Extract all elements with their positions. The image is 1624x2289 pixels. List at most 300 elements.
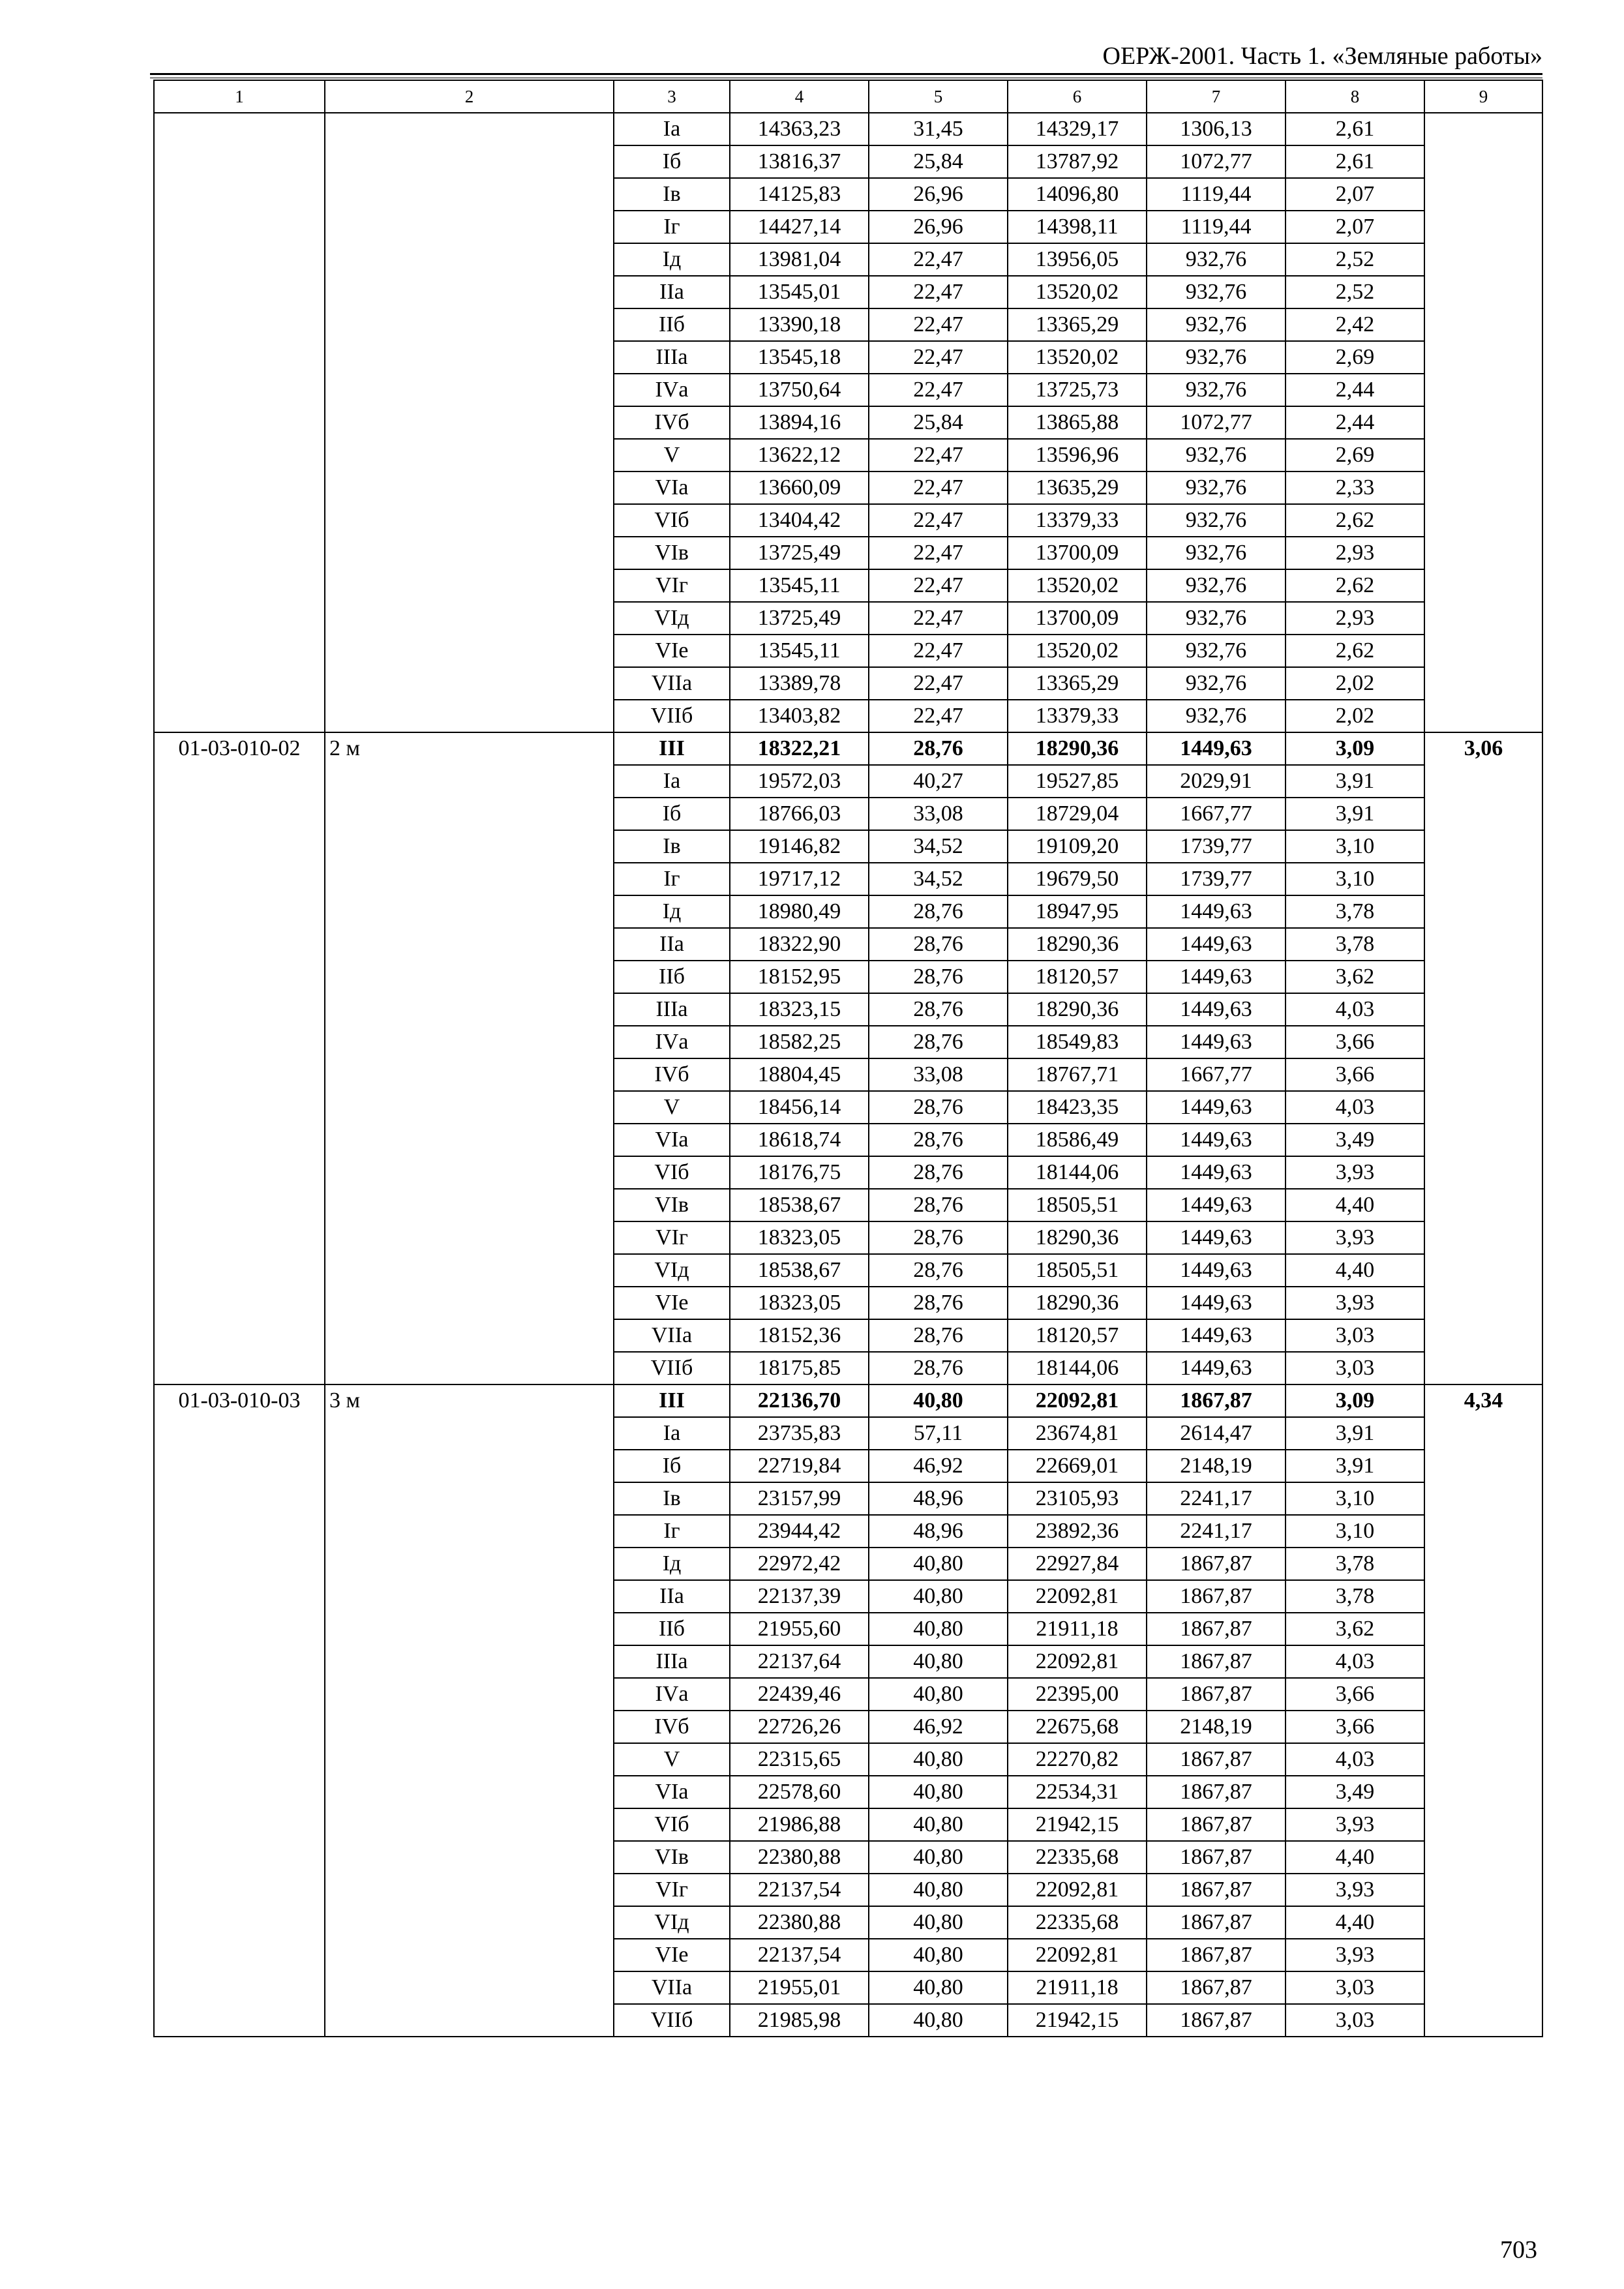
value-cell: 33,08 (869, 1058, 1008, 1091)
value-cell: 13635,29 (1008, 471, 1147, 504)
value-cell: 1867,87 (1147, 1841, 1286, 1874)
value-cell: 13379,33 (1008, 504, 1147, 537)
value-cell: 1867,87 (1147, 1743, 1286, 1776)
value-cell: 18290,36 (1008, 732, 1147, 765)
soil-group-cell: III (614, 1384, 730, 1417)
value-cell: 22092,81 (1008, 1874, 1147, 1906)
value-cell: 14398,11 (1008, 211, 1147, 243)
table-row (154, 1384, 1542, 1417)
value-cell: 13520,02 (1008, 341, 1147, 374)
value-cell: 22439,46 (730, 1678, 869, 1711)
value-cell: 22092,81 (1008, 1384, 1147, 1417)
value-cell: 28,76 (869, 1156, 1008, 1189)
value-cell: 13545,11 (730, 569, 869, 602)
value-cell: 33,08 (869, 798, 1008, 830)
value-cell: 1119,44 (1147, 211, 1286, 243)
column-number: 1 (154, 80, 325, 113)
value-cell: 31,45 (869, 113, 1008, 145)
value-cell: 1449,63 (1147, 1287, 1286, 1319)
value-cell: 1739,77 (1147, 830, 1286, 863)
value-cell: 1867,87 (1147, 1580, 1286, 1613)
value-cell: 40,27 (869, 765, 1008, 798)
value-cell: 22,47 (869, 243, 1008, 276)
soil-group-cell: VIа (614, 1776, 730, 1808)
value-cell: 4,03 (1286, 1743, 1424, 1776)
value-cell: 2241,17 (1147, 1515, 1286, 1548)
value-cell: 23735,83 (730, 1417, 869, 1450)
value-cell: 18290,36 (1008, 993, 1147, 1026)
value-cell: 1867,87 (1147, 1776, 1286, 1808)
value-cell: 13750,64 (730, 374, 869, 406)
value-cell: 932,76 (1147, 700, 1286, 732)
soil-group-cell: V (614, 1091, 730, 1124)
value-cell: 13545,01 (730, 276, 869, 308)
value-cell: 22,47 (869, 471, 1008, 504)
value-cell: 1449,63 (1147, 1319, 1286, 1352)
value-cell: 2,33 (1286, 471, 1424, 504)
soil-group-cell: VIг (614, 1221, 730, 1254)
soil-group-cell: V (614, 439, 730, 471)
value-cell: 18290,36 (1008, 1287, 1147, 1319)
value-cell: 28,76 (869, 961, 1008, 993)
value-cell: 18152,95 (730, 961, 869, 993)
value-cell: 18538,67 (730, 1189, 869, 1221)
value-cell: 2,52 (1286, 276, 1424, 308)
value-cell: 2,07 (1286, 211, 1424, 243)
value-cell: 1667,77 (1147, 798, 1286, 830)
value-cell: 2,69 (1286, 341, 1424, 374)
value-cell: 22395,00 (1008, 1678, 1147, 1711)
row-code-cell (154, 113, 325, 732)
column-number: 8 (1286, 80, 1424, 113)
soil-group-cell: VIд (614, 1906, 730, 1939)
column-number: 4 (730, 80, 869, 113)
value-cell: 18290,36 (1008, 928, 1147, 961)
value-cell: 1449,63 (1147, 1156, 1286, 1189)
value-cell: 18175,85 (730, 1352, 869, 1384)
value-cell: 22092,81 (1008, 1580, 1147, 1613)
value-cell: 14427,14 (730, 211, 869, 243)
soil-group-cell: Iб (614, 1450, 730, 1482)
value-cell: 3,09 (1286, 1384, 1424, 1417)
value-cell: 18120,57 (1008, 1319, 1147, 1352)
value-cell: 21955,60 (730, 1613, 869, 1645)
value-cell: 3,66 (1286, 1058, 1424, 1091)
value-cell: 28,76 (869, 1124, 1008, 1156)
value-cell: 13787,92 (1008, 145, 1147, 178)
soil-group-cell: VIг (614, 1874, 730, 1906)
value-cell: 23944,42 (730, 1515, 869, 1548)
soil-group-cell: Iв (614, 830, 730, 863)
value-cell: 28,76 (869, 993, 1008, 1026)
soil-group-cell: Iа (614, 1417, 730, 1450)
value-cell: 1867,87 (1147, 1645, 1286, 1678)
value-cell: 1449,63 (1147, 895, 1286, 928)
value-cell: 18947,95 (1008, 895, 1147, 928)
soil-group-cell: IVа (614, 374, 730, 406)
soil-group-cell: Iв (614, 178, 730, 211)
value-cell: 22669,01 (1008, 1450, 1147, 1482)
value-cell: 3,03 (1286, 1319, 1424, 1352)
value-cell: 3,91 (1286, 1417, 1424, 1450)
soil-group-cell: VIг (614, 569, 730, 602)
header-rule-thick (150, 73, 1542, 75)
value-cell: 40,80 (869, 1808, 1008, 1841)
column-number: 6 (1008, 80, 1147, 113)
value-cell: 40,80 (869, 1548, 1008, 1580)
value-cell: 18323,15 (730, 993, 869, 1026)
soil-group-cell: VIв (614, 1841, 730, 1874)
soil-group-cell: VIIб (614, 2004, 730, 2037)
value-cell: 4,40 (1286, 1841, 1424, 1874)
value-cell: 932,76 (1147, 308, 1286, 341)
value-cell: 28,76 (869, 1026, 1008, 1058)
value-cell: 40,80 (869, 1645, 1008, 1678)
page-header (150, 38, 1542, 77)
soil-group-cell: Iа (614, 113, 730, 145)
value-cell: 13379,33 (1008, 700, 1147, 732)
value-cell: 2148,19 (1147, 1711, 1286, 1743)
soil-group-cell: Iг (614, 1515, 730, 1548)
value-cell: 22,47 (869, 635, 1008, 667)
value-cell: 22380,88 (730, 1906, 869, 1939)
soil-group-cell: VIIа (614, 1971, 730, 2004)
value-cell: 932,76 (1147, 602, 1286, 635)
value-cell: 932,76 (1147, 537, 1286, 569)
value-cell: 34,52 (869, 863, 1008, 895)
value-cell: 3,93 (1286, 1287, 1424, 1319)
value-cell: 1449,63 (1147, 1124, 1286, 1156)
value-cell: 2,61 (1286, 113, 1424, 145)
value-cell: 22726,26 (730, 1711, 869, 1743)
soil-group-cell: Iб (614, 145, 730, 178)
value-cell: 28,76 (869, 1189, 1008, 1221)
value-cell: 18152,36 (730, 1319, 869, 1352)
value-cell: 13520,02 (1008, 569, 1147, 602)
value-cell: 3,66 (1286, 1678, 1424, 1711)
value-cell: 13404,42 (730, 504, 869, 537)
value-cell: 13365,29 (1008, 308, 1147, 341)
value-cell: 13520,02 (1008, 276, 1147, 308)
value-cell: 1867,87 (1147, 1678, 1286, 1711)
value-cell: 3,93 (1286, 1156, 1424, 1189)
soil-group-cell: VIе (614, 1939, 730, 1971)
soil-group-cell: V (614, 1743, 730, 1776)
soil-group-cell: IIIа (614, 993, 730, 1026)
value-cell: 25,84 (869, 145, 1008, 178)
soil-group-cell: VIб (614, 1156, 730, 1189)
soil-group-cell: Iг (614, 863, 730, 895)
value-cell: 3,10 (1286, 830, 1424, 863)
value-cell: 2,69 (1286, 439, 1424, 471)
value-cell: 13389,78 (730, 667, 869, 700)
value-cell: 18505,51 (1008, 1254, 1147, 1287)
value-cell: 3,91 (1286, 1450, 1424, 1482)
value-cell: 18176,75 (730, 1156, 869, 1189)
soil-group-cell: VIб (614, 504, 730, 537)
value-cell: 48,96 (869, 1482, 1008, 1515)
value-cell: 3,10 (1286, 1515, 1424, 1548)
value-cell: 932,76 (1147, 471, 1286, 504)
soil-group-cell: Iд (614, 895, 730, 928)
value-cell: 19717,12 (730, 863, 869, 895)
soil-group-cell: VIа (614, 471, 730, 504)
value-cell: 18980,49 (730, 895, 869, 928)
value-cell: 22927,84 (1008, 1548, 1147, 1580)
value-cell: 22092,81 (1008, 1939, 1147, 1971)
value-cell: 2148,19 (1147, 1450, 1286, 1482)
value-cell: 4,03 (1286, 1645, 1424, 1678)
value-cell: 22719,84 (730, 1450, 869, 1482)
value-cell: 22675,68 (1008, 1711, 1147, 1743)
value-cell: 40,80 (869, 1743, 1008, 1776)
value-cell: 932,76 (1147, 276, 1286, 308)
soil-group-cell: Iд (614, 243, 730, 276)
value-cell: 1739,77 (1147, 863, 1286, 895)
value-cell: 2241,17 (1147, 1482, 1286, 1515)
value-cell: 1449,63 (1147, 961, 1286, 993)
column-number: 5 (869, 80, 1008, 113)
value-cell: 932,76 (1147, 504, 1286, 537)
soil-group-cell: IVа (614, 1026, 730, 1058)
value-cell: 22,47 (869, 537, 1008, 569)
value-cell: 28,76 (869, 1091, 1008, 1124)
soil-group-cell: VIе (614, 1287, 730, 1319)
soil-group-cell: Iв (614, 1482, 730, 1515)
row-name-cell: 2 м (325, 732, 614, 1384)
value-cell: 13700,09 (1008, 602, 1147, 635)
soil-group-cell: IVб (614, 406, 730, 439)
value-cell: 2,93 (1286, 602, 1424, 635)
value-cell: 18538,67 (730, 1254, 869, 1287)
value-cell: 2,07 (1286, 178, 1424, 211)
value-cell: 18322,21 (730, 732, 869, 765)
value-cell: 932,76 (1147, 667, 1286, 700)
value-cell: 3,49 (1286, 1776, 1424, 1808)
value-cell: 3,91 (1286, 765, 1424, 798)
row-name-cell: 3 м (325, 1384, 614, 2037)
soil-group-cell: VIIа (614, 667, 730, 700)
value-cell: 3,03 (1286, 2004, 1424, 2037)
value-cell: 1449,63 (1147, 1254, 1286, 1287)
value-cell: 21955,01 (730, 1971, 869, 2004)
value-cell: 13894,16 (730, 406, 869, 439)
value-cell: 932,76 (1147, 439, 1286, 471)
value-cell: 46,92 (869, 1450, 1008, 1482)
table-row (154, 732, 1542, 765)
value-cell: 14363,23 (730, 113, 869, 145)
value-cell: 40,80 (869, 1874, 1008, 1906)
value-cell: 19679,50 (1008, 863, 1147, 895)
value-cell: 2,52 (1286, 243, 1424, 276)
value-cell: 3,78 (1286, 895, 1424, 928)
value-cell: 3,49 (1286, 1124, 1424, 1156)
value-cell: 28,76 (869, 732, 1008, 765)
value-cell: 3,93 (1286, 1874, 1424, 1906)
value-cell: 22534,31 (1008, 1776, 1147, 1808)
row-total-cell: 4,34 (1424, 1384, 1542, 2037)
value-cell: 23674,81 (1008, 1417, 1147, 1450)
value-cell: 22,47 (869, 569, 1008, 602)
column-number: 3 (614, 80, 730, 113)
value-cell: 13622,12 (730, 439, 869, 471)
value-cell: 2,44 (1286, 374, 1424, 406)
value-cell: 13403,82 (730, 700, 869, 732)
value-cell: 3,62 (1286, 961, 1424, 993)
value-cell: 22137,54 (730, 1939, 869, 1971)
value-cell: 1449,63 (1147, 1026, 1286, 1058)
value-cell: 18120,57 (1008, 961, 1147, 993)
value-cell: 3,09 (1286, 732, 1424, 765)
soil-group-cell: VIа (614, 1124, 730, 1156)
value-cell: 13365,29 (1008, 667, 1147, 700)
value-cell: 1449,63 (1147, 1189, 1286, 1221)
value-cell: 3,10 (1286, 863, 1424, 895)
value-cell: 26,96 (869, 211, 1008, 243)
soil-group-cell: IVб (614, 1711, 730, 1743)
soil-group-cell: VIIб (614, 700, 730, 732)
value-cell: 3,93 (1286, 1939, 1424, 1971)
column-number: 2 (325, 80, 614, 113)
soil-group-cell: VIIб (614, 1352, 730, 1384)
value-cell: 23157,99 (730, 1482, 869, 1515)
value-cell: 18144,06 (1008, 1156, 1147, 1189)
value-cell: 13981,04 (730, 243, 869, 276)
value-cell: 40,80 (869, 1384, 1008, 1417)
value-cell: 3,03 (1286, 1352, 1424, 1384)
value-cell: 22,47 (869, 308, 1008, 341)
value-cell: 1867,87 (1147, 1874, 1286, 1906)
value-cell: 4,03 (1286, 993, 1424, 1026)
value-cell: 28,76 (869, 1352, 1008, 1384)
value-cell: 28,76 (869, 1221, 1008, 1254)
value-cell: 22,47 (869, 667, 1008, 700)
value-cell: 2,62 (1286, 569, 1424, 602)
value-cell: 40,80 (869, 1971, 1008, 2004)
value-cell: 22270,82 (1008, 1743, 1147, 1776)
soil-group-cell: VIе (614, 635, 730, 667)
row-name-cell (325, 113, 614, 732)
value-cell: 14096,80 (1008, 178, 1147, 211)
value-cell: 1072,77 (1147, 406, 1286, 439)
value-cell: 1867,87 (1147, 1939, 1286, 1971)
value-cell: 18323,05 (730, 1287, 869, 1319)
value-cell: 3,93 (1286, 1808, 1424, 1841)
value-cell: 40,80 (869, 1776, 1008, 1808)
value-cell: 2,02 (1286, 700, 1424, 732)
value-cell: 40,80 (869, 2004, 1008, 2037)
value-cell: 21911,18 (1008, 1613, 1147, 1645)
value-cell: 23105,93 (1008, 1482, 1147, 1515)
value-cell: 13520,02 (1008, 635, 1147, 667)
value-cell: 21942,15 (1008, 1808, 1147, 1841)
value-cell: 18766,03 (730, 798, 869, 830)
soil-group-cell: IIб (614, 308, 730, 341)
row-total-cell (1424, 113, 1542, 732)
table-body (154, 80, 1542, 2037)
value-cell: 46,92 (869, 1711, 1008, 1743)
value-cell: 3,62 (1286, 1613, 1424, 1645)
value-cell: 932,76 (1147, 243, 1286, 276)
value-cell: 2614,47 (1147, 1417, 1286, 1450)
value-cell: 18423,35 (1008, 1091, 1147, 1124)
value-cell: 1449,63 (1147, 1091, 1286, 1124)
value-cell: 48,96 (869, 1515, 1008, 1548)
value-cell: 21942,15 (1008, 2004, 1147, 2037)
value-cell: 22380,88 (730, 1841, 869, 1874)
value-cell: 22335,68 (1008, 1906, 1147, 1939)
value-cell: 3,66 (1286, 1711, 1424, 1743)
value-cell: 1449,63 (1147, 928, 1286, 961)
value-cell: 2,42 (1286, 308, 1424, 341)
value-cell: 25,84 (869, 406, 1008, 439)
value-cell: 22,47 (869, 700, 1008, 732)
value-cell: 2,61 (1286, 145, 1424, 178)
value-cell: 13390,18 (730, 308, 869, 341)
value-cell: 22578,60 (730, 1776, 869, 1808)
value-cell: 1867,87 (1147, 1548, 1286, 1580)
value-cell: 3,91 (1286, 798, 1424, 830)
value-cell: 28,76 (869, 1287, 1008, 1319)
value-cell: 19109,20 (1008, 830, 1147, 863)
column-number: 7 (1147, 80, 1286, 113)
soil-group-cell: IIIа (614, 341, 730, 374)
column-number-row (154, 80, 1542, 113)
value-cell: 40,80 (869, 1580, 1008, 1613)
value-cell: 1867,87 (1147, 1971, 1286, 2004)
value-cell: 3,03 (1286, 1971, 1424, 2004)
value-cell: 26,96 (869, 178, 1008, 211)
value-cell: 1867,87 (1147, 1613, 1286, 1645)
value-cell: 932,76 (1147, 569, 1286, 602)
value-cell: 18323,05 (730, 1221, 869, 1254)
value-cell: 22972,42 (730, 1548, 869, 1580)
value-cell: 23892,36 (1008, 1515, 1147, 1548)
value-cell: 22,47 (869, 439, 1008, 471)
value-cell: 4,40 (1286, 1254, 1424, 1287)
soil-group-cell: VIв (614, 537, 730, 569)
value-cell: 18729,04 (1008, 798, 1147, 830)
value-cell: 3,10 (1286, 1482, 1424, 1515)
soil-group-cell: VIд (614, 602, 730, 635)
table-row (154, 113, 1542, 145)
soil-group-cell: VIд (614, 1254, 730, 1287)
value-cell: 1449,63 (1147, 993, 1286, 1026)
value-cell: 21985,98 (730, 2004, 869, 2037)
value-cell: 18767,71 (1008, 1058, 1147, 1091)
soil-group-cell: VIв (614, 1189, 730, 1221)
soil-group-cell: IIа (614, 276, 730, 308)
value-cell: 22315,65 (730, 1743, 869, 1776)
value-cell: 18505,51 (1008, 1189, 1147, 1221)
value-cell: 3,78 (1286, 1548, 1424, 1580)
value-cell: 28,76 (869, 895, 1008, 928)
soil-group-cell: Iг (614, 211, 730, 243)
value-cell: 40,80 (869, 1906, 1008, 1939)
value-cell: 22137,39 (730, 1580, 869, 1613)
value-cell: 18618,74 (730, 1124, 869, 1156)
soil-group-cell: VIIа (614, 1319, 730, 1352)
value-cell: 21911,18 (1008, 1971, 1147, 2004)
value-cell: 19527,85 (1008, 765, 1147, 798)
value-cell: 40,80 (869, 1678, 1008, 1711)
value-cell: 1449,63 (1147, 1352, 1286, 1384)
soil-group-cell: IVб (614, 1058, 730, 1091)
value-cell: 932,76 (1147, 374, 1286, 406)
value-cell: 18586,49 (1008, 1124, 1147, 1156)
soil-group-cell: III (614, 732, 730, 765)
value-cell: 13725,49 (730, 602, 869, 635)
